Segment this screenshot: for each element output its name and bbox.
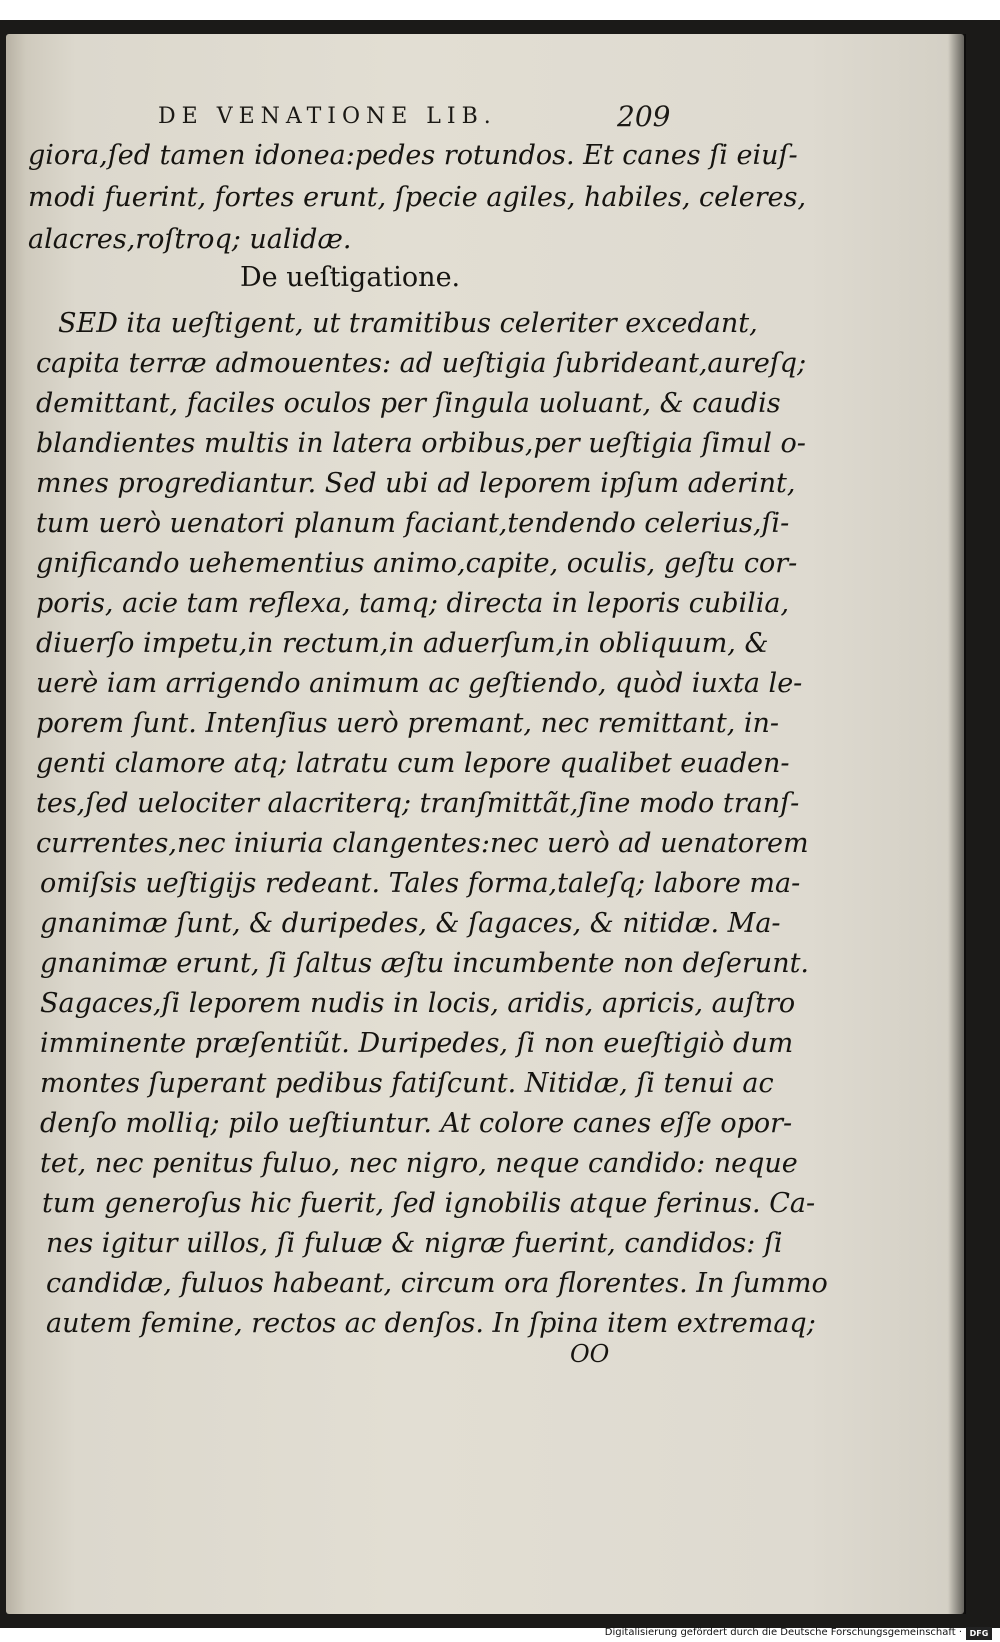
book-page	[6, 34, 964, 1614]
text-line: tum generoſus hic fuerit, ſed ignobilis atque ferinus. Ca-	[42, 1188, 816, 1219]
text-line: genti clamore atq; latratu cum lepore qualibet euaden-	[36, 748, 790, 779]
text-line: omiſsis ueſtigijs redeant. Tales forma,taleſq; labore ma-	[40, 868, 801, 899]
text-line: alacres,roſtroq; ualidæ.	[28, 224, 352, 255]
text-line: nes igitur uillos, ſi fuluæ & nigræ fuerint, candidos: ſi	[46, 1228, 783, 1259]
text-line: uerè iam arrigendo animum ac geſtiendo, quòd iuxta le-	[36, 668, 803, 699]
text-line: tes,ſed uelociter alacriterq; tranſmittãt,ſine modo tranſ-	[36, 788, 800, 819]
text-line: montes ſuperant pedibus fatiſcunt. Nitidæ, ſi tenui ac	[40, 1068, 774, 1099]
text-line: demittant, faciles oculos per ſingula uoluant, & caudis	[36, 388, 781, 419]
text-line: currentes,nec iniuria clangentes:nec uerò ad uenatorem	[36, 828, 809, 859]
text-line: autem femine, rectos ac denſos. In ſpina item extremaq;	[46, 1308, 816, 1339]
text-line: imminente præſentiũt. Duripedes, ſi non eueſtigiò dum	[40, 1028, 794, 1059]
page-edge-shadow	[948, 34, 966, 1614]
section-heading: De ueſtigatione.	[240, 262, 461, 293]
catchword: OO	[570, 1340, 610, 1368]
text-line: tet, nec penitus fuluo, nec nigro, neque candido: neque	[40, 1148, 798, 1179]
text-line: SED ita ueſtigent, ut tramitibus celeriter excedant,	[58, 308, 758, 339]
text-line: capita terræ admouentes: ad ueſtigia ſubrideant,aureſq;	[36, 348, 807, 379]
text-line: tum uerò uenatori planum faciant,tendendo celerius,ſi-	[36, 508, 790, 539]
dfg-logo: DFG	[966, 1627, 992, 1640]
running-head: DE VENATIONE LIB.	[158, 104, 497, 129]
text-line: diuerſo impetu,in rectum,in aduerſum,in obliquum, &	[36, 628, 769, 659]
text-line: poris, acie tam reflexa, tamq; directa in leporis cubilia,	[36, 588, 790, 619]
page-number: 209	[617, 100, 671, 133]
text-line: gnanimæ ſunt, & duripedes, & ſagaces, & nitidæ. Ma-	[40, 908, 781, 939]
text-line: denſo molliq; pilo ueſtiuntur. At colore canes eſſe opor-	[40, 1108, 793, 1139]
text-line: modi fuerint, fortes erunt, ſpecie agiles, habiles, celeres,	[28, 182, 807, 213]
text-line: blandientes multis in latera orbibus,per ueſtigia ſimul o-	[36, 428, 806, 459]
text-line: mnes progrediantur. Sed ubi ad leporem ipſum aderint,	[36, 468, 796, 499]
text-line: candidæ, fuluos habeant, circum ora florentes. In ſummo	[46, 1268, 828, 1299]
text-line: gnificando uehementius animo,capite, oculis, geſtu cor-	[36, 548, 798, 579]
text-line: porem ſunt. Intenſius uerò premant, nec remittant, in-	[36, 708, 780, 739]
text-line: gnanimæ erunt, ſi ſaltus æſtu incumbente non deſerunt.	[40, 948, 810, 979]
text-line: giora,ſed tamen idonea:pedes rotundos. Et canes ſi eiuſ-	[28, 140, 798, 171]
digitization-credit: Digitalisierung gefördert durch die Deutsche Forschungsgemeinschaft ·	[604, 1627, 962, 1638]
text-line: Sagaces,ſi leporem nudis in locis, aridis, apricis, auſtro	[40, 988, 796, 1019]
